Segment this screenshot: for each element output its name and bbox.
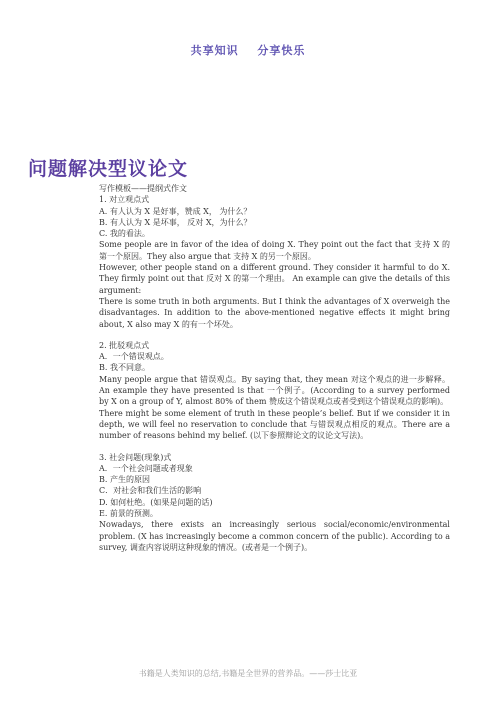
outline-item: B. 产生的原因 xyxy=(99,475,150,485)
header-left-text: 共享知识 xyxy=(190,44,239,57)
subtitle-line: 写作模板——提纲式作文 xyxy=(99,184,187,193)
page-header xyxy=(0,42,496,58)
paragraph-gap xyxy=(99,330,450,340)
section-heading: 1. 对立观点式 xyxy=(99,195,150,205)
paragraph-gap xyxy=(99,442,450,452)
outline-item: E. 前景的预测。 xyxy=(99,509,158,519)
outline-item: D. 如何杜绝。(如果是问题的话) xyxy=(99,497,213,507)
header-right-text: 分享快乐 xyxy=(257,44,306,57)
body-paragraph: Nowadays, there exists an increasingly serious social/economic/environmental problem. (X has increasingly become a common concern of the public). According to a survey, 调查内容说明这种现象的情况。(或者是一个例子)。 xyxy=(99,520,450,552)
body-paragraph: Some people are in favor of the idea of doing X. They point out the fact that 支持 X 的第一个原因。They also argue that 支持 X 的另一个原因。 xyxy=(99,240,450,261)
body-paragraph: There might be some element of truth in these people’s belief. But if we consider it in depth, we will feel no reservation to conclude that 与错误观点相反的观点。There are a number of reasons behind my belief. (以下参照辩论文的议论文写法)。 xyxy=(99,408,450,441)
document-title: 问题解决型议论文 xyxy=(28,158,189,180)
document-body xyxy=(99,183,450,553)
outline-item: B. 我不同意。 xyxy=(99,363,150,373)
outline-item: A. 有人认为 X 是好事，赞成 X， 为什么？ xyxy=(99,206,252,216)
outline-item: A．一个错误观点。 xyxy=(99,352,169,362)
body-paragraph: There is some truth in both arguments. But I think the advantages of X overweigh the disadvantages. In addition to the above-mentioned negative effects it might bring about, X also may X 的有一个坏处。 xyxy=(99,296,450,329)
body-paragraph: However, other people stand on a different ground. They consider it harmful to do X. They firmly point out that 反对 X 的第一个理由。 An example can give the details of this argument: xyxy=(99,263,450,295)
outline-item: C. 我的看法。 xyxy=(99,229,150,239)
outline-item: C．对社会和我们生活的影响 xyxy=(99,486,202,496)
body-paragraph: Many people argue that 错误观点。By saying that, they mean 对这个观点的进一步解释。An example they have presented is that 一个例子。(According to a survey performed by X on a group of Y, almost 80% of them 赞成这个错误观点或者受到这个错误观点的影响)。 xyxy=(99,374,450,407)
section-heading: 3. 社会问题(现象)式 xyxy=(99,452,172,462)
outline-item: A．一个社会问题或者现象 xyxy=(99,463,193,473)
section-heading: 2. 批驳观点式 xyxy=(99,340,150,350)
page-footer-quote: 书籍是人类知识的总结,书籍是全世界的营养品。——莎士比亚 xyxy=(138,669,358,678)
outline-item: B. 有人认为 X 是坏事， 反对 X，为什么？ xyxy=(99,217,252,227)
